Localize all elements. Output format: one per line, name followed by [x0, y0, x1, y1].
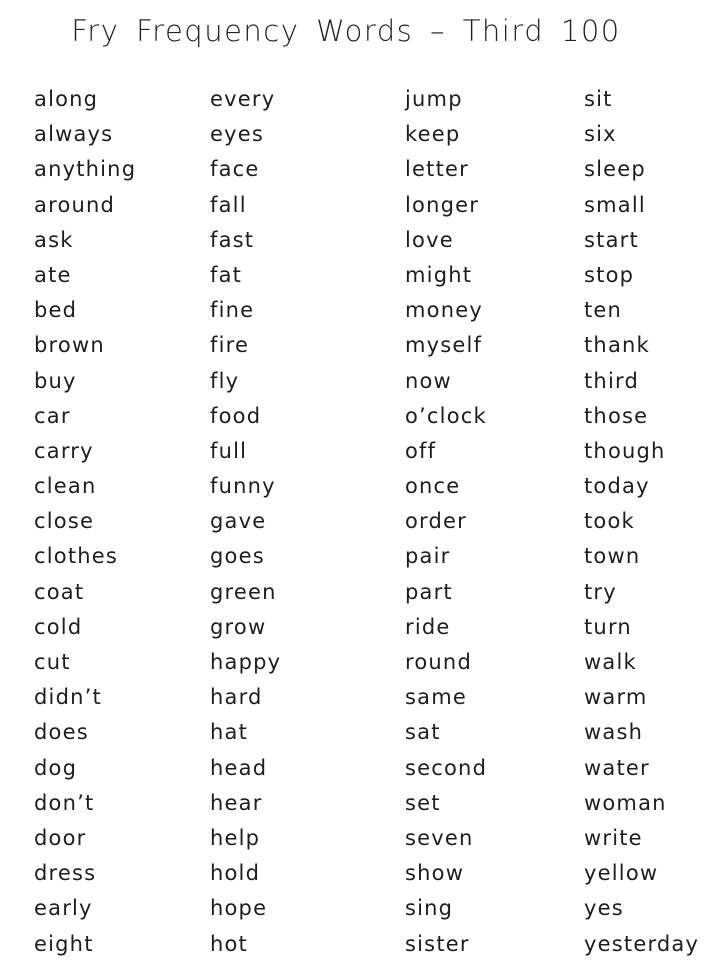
word-item: hope	[210, 896, 268, 921]
word-item: yellow	[584, 861, 659, 886]
word-item: clothes	[34, 544, 119, 569]
word-item: ten	[584, 298, 623, 323]
word-item: ate	[34, 262, 72, 287]
word-item: same	[405, 685, 467, 710]
word-item: always	[34, 122, 114, 147]
word-item: though	[584, 438, 666, 463]
word-item: ask	[34, 227, 74, 252]
word-item: turn	[584, 614, 632, 639]
word-item: might	[405, 262, 473, 287]
word-item: those	[584, 403, 649, 428]
word-column-2	[210, 82, 281, 962]
word-item: took	[584, 509, 635, 534]
word-item: face	[210, 157, 260, 182]
word-item: today	[584, 474, 650, 499]
word-item: anything	[34, 157, 137, 182]
word-item: now	[405, 368, 452, 393]
word-item: once	[405, 474, 461, 499]
word-item: seven	[405, 825, 474, 850]
word-item: third	[584, 368, 639, 393]
word-item: jump	[405, 87, 463, 111]
word-item: car	[34, 403, 71, 428]
word-item: around	[34, 192, 116, 217]
word-item: grow	[210, 614, 267, 639]
word-item: green	[210, 579, 277, 604]
word-item: walk	[584, 650, 637, 674]
word-item: happy	[210, 650, 282, 674]
word-item: yesterday	[584, 931, 700, 956]
word-item: goes	[210, 544, 265, 569]
word-item: coat	[34, 579, 85, 604]
word-item: early	[34, 896, 93, 921]
word-item: funny	[210, 474, 276, 499]
word-item: second	[405, 755, 488, 780]
word-item: every	[210, 87, 276, 111]
word-item: fast	[210, 227, 255, 252]
word-item: o’clock	[405, 403, 487, 428]
word-item: start	[584, 227, 639, 252]
word-item: write	[584, 825, 643, 850]
word-item: order	[405, 509, 467, 534]
word-column-1	[34, 82, 136, 962]
word-item: sing	[405, 896, 454, 921]
word-item: yes	[584, 896, 624, 921]
word-item: off	[405, 438, 437, 463]
word-column-3	[405, 82, 487, 962]
word-item: fly	[210, 368, 240, 393]
word-item: hat	[210, 720, 249, 745]
word-item: cut	[34, 650, 71, 674]
word-item: eight	[34, 931, 94, 956]
word-item: full	[210, 438, 248, 463]
word-item: six	[584, 122, 617, 147]
word-item: didn’t	[34, 685, 102, 710]
word-item: sit	[584, 87, 613, 111]
word-item: gave	[210, 509, 267, 534]
word-item: fire	[210, 333, 250, 358]
word-column-4	[584, 82, 699, 962]
word-item: fat	[210, 262, 243, 287]
word-item: hold	[210, 861, 261, 886]
word-item: round	[405, 650, 472, 674]
word-item: clean	[34, 474, 97, 499]
word-item: help	[210, 825, 261, 850]
word-item: fall	[210, 192, 247, 217]
word-item: hard	[210, 685, 263, 710]
word-item: sleep	[584, 157, 646, 182]
word-item: keep	[405, 122, 461, 147]
word-item: set	[405, 790, 441, 815]
word-item: along	[34, 87, 99, 111]
word-item: don’t	[34, 790, 95, 815]
word-item: buy	[34, 368, 77, 393]
word-item: dog	[34, 755, 78, 780]
word-item: myself	[405, 333, 483, 358]
word-item: hot	[210, 931, 248, 956]
word-item: eyes	[210, 122, 265, 147]
word-item: food	[210, 403, 262, 428]
word-item: sister	[405, 931, 470, 956]
word-item: cold	[34, 614, 83, 639]
word-item: carry	[34, 438, 94, 463]
word-item: money	[405, 298, 483, 323]
word-item: door	[34, 825, 87, 850]
word-item: longer	[405, 192, 480, 217]
word-item: bed	[34, 298, 78, 323]
word-item: fine	[210, 298, 255, 323]
word-item: thank	[584, 333, 650, 358]
word-item: pair	[405, 544, 451, 569]
word-item: head	[210, 755, 268, 780]
word-item: close	[34, 509, 95, 534]
word-item: dress	[34, 861, 97, 886]
word-item: does	[34, 720, 89, 745]
word-item: ride	[405, 614, 451, 639]
word-item: woman	[584, 790, 667, 815]
word-item: small	[584, 192, 646, 217]
word-item: sat	[405, 720, 441, 745]
word-item: letter	[405, 157, 469, 182]
word-item: brown	[34, 333, 105, 358]
page-title: Fry Frequency Words – Third 100	[71, 14, 621, 48]
word-item: stop	[584, 262, 635, 287]
word-item: try	[584, 579, 617, 604]
word-item: water	[584, 755, 650, 780]
word-item: warm	[584, 685, 648, 710]
word-item: love	[405, 227, 454, 252]
word-item: town	[584, 544, 641, 569]
word-item: hear	[210, 790, 263, 815]
word-item: show	[405, 861, 465, 886]
word-item: part	[405, 579, 453, 604]
word-item: wash	[584, 720, 644, 745]
